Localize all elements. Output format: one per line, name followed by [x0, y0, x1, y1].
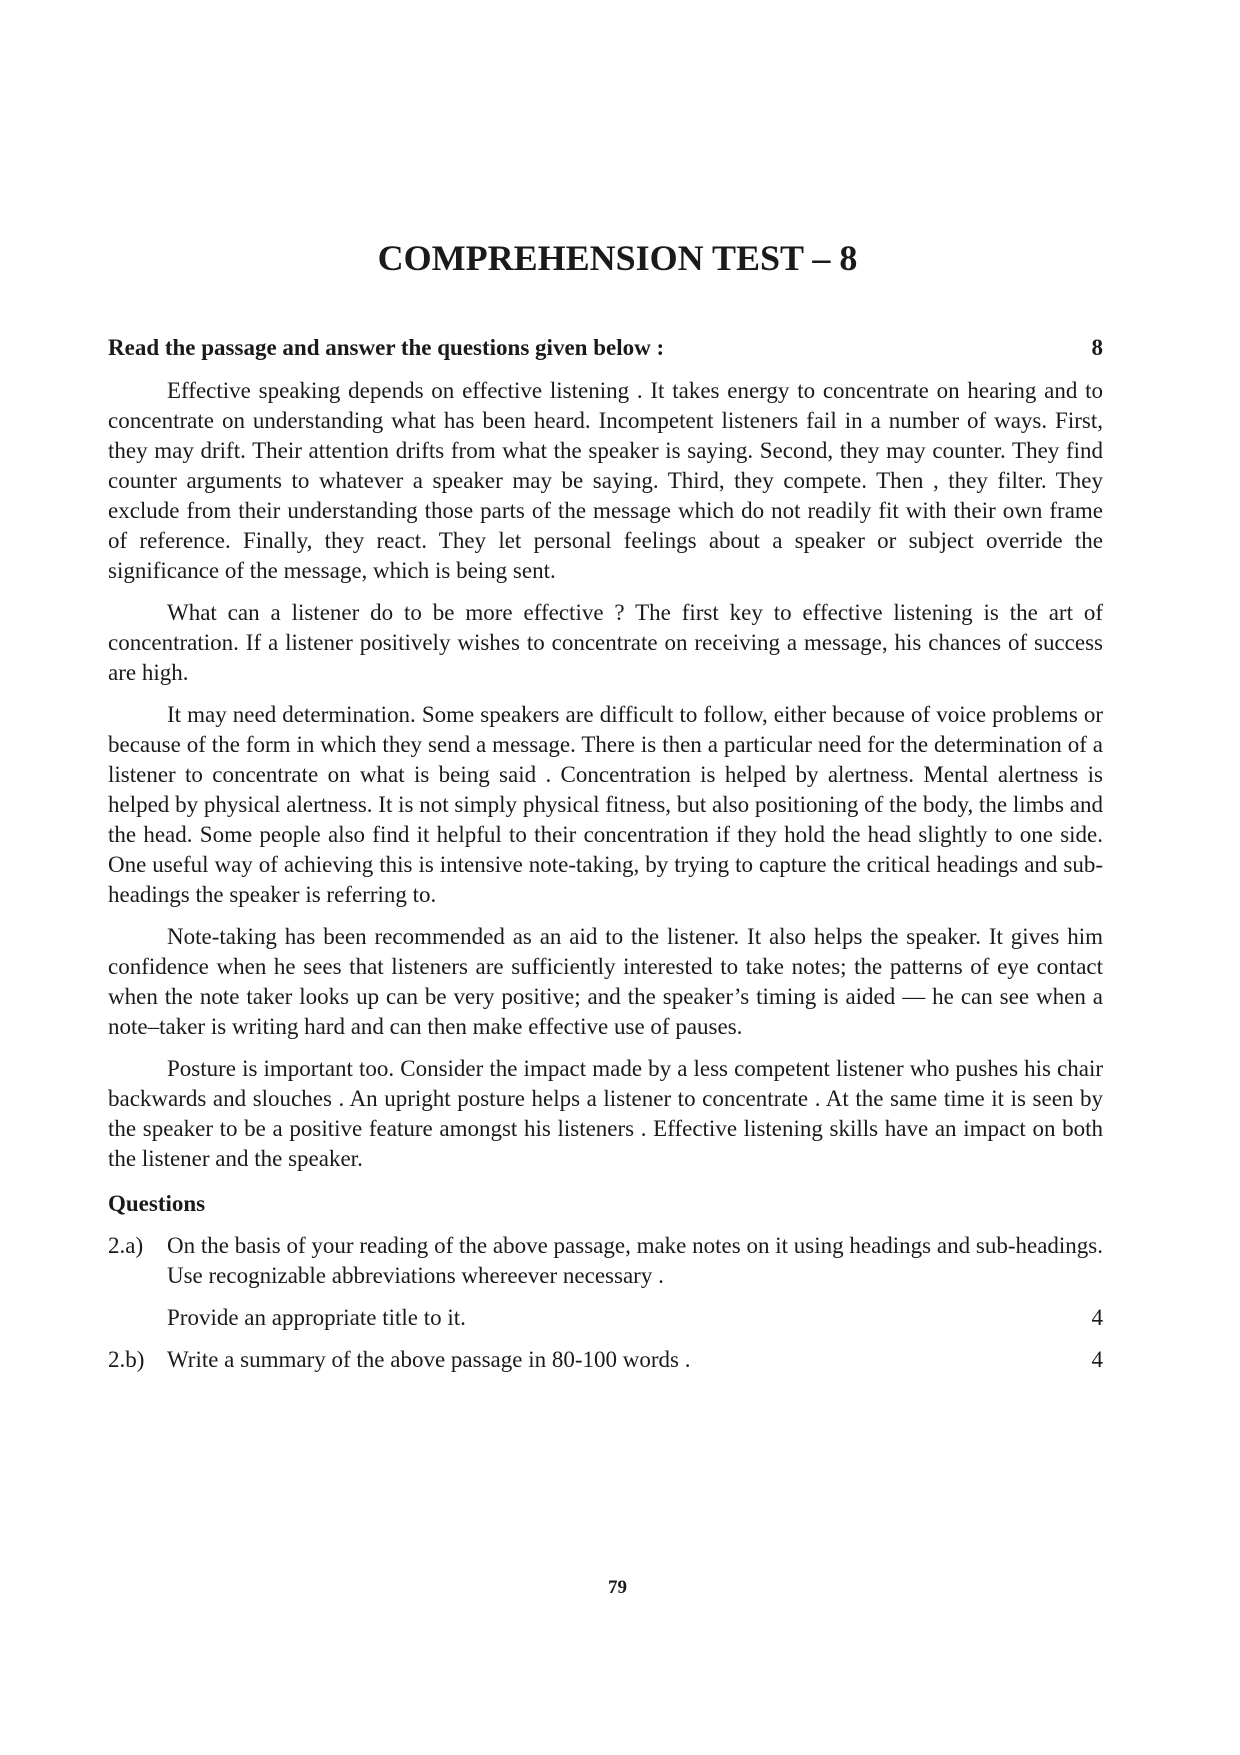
document-page — [108, 0, 1103, 1755]
passage-paragraph-1: Effective speaking depends on effective listening . It takes energy to concentrate on hearing and to concentrate on understanding what has been heard. Incompetent listeners fail in a number of ways. First, they may drift. Their attention drifts from what the speaker is saying. Second, they may counter. They find counter arguments to whatever a speaker may be saying. Third, they compete. Then , they filter. They exclude from their understanding those parts of the message which do not readily fit with their own frame of reference. Finally, they react. They let personal feelings about a speaker or subject override the significance of the message, which is being sent. — [108, 378, 1103, 583]
question-marks: 4 — [1091, 1347, 1103, 1372]
passage-paragraph-5: Posture is important too. Consider the impact made by a less competent listener who pushes his chair backwards and slouches . An upright posture helps a listener to concentrate . At the same time it is seen by the speaker to be a positive feature amongst his listeners . Effective listening skills have an impact on both the listener and the speaker. — [108, 1056, 1103, 1171]
question-subtext: Provide an appropriate title to it. — [167, 1305, 466, 1330]
instruction-line — [108, 333, 1103, 363]
question-2b — [108, 1345, 1103, 1375]
instruction-text: Read the passage and answer the questions given below : — [108, 335, 665, 360]
question-number: 2.a) — [108, 1233, 144, 1258]
question-number: 2.b) — [108, 1347, 145, 1372]
passage-paragraph-3: It may need determination. Some speakers are difficult to follow, either because of voice problems or because of the form in which they send a message. There is then a particular need for the determination of a listener to concentrate on what is being said . Concentration is helped by alertness. Mental alertness is helped by physical alertness. It is not simply physical fitness, but also positioning of the body, the limbs and the head. Some people also find it helpful to their concentration if they hold the head slightly to one side. One useful way of achieving this is intensive note-taking, by trying to capture the critical headings and sub- headings the speaker is referring to. — [108, 702, 1103, 907]
question-2a — [108, 1231, 1103, 1333]
questions-heading: Questions — [108, 1191, 206, 1216]
question-marks: 4 — [1091, 1305, 1103, 1330]
passage-paragraph-2: What can a listener do to be more effective ? The first key to effective listening is the art of concentration. If a listener positively wishes to concentrate on receiving a message, his chances of success are high. — [108, 600, 1103, 685]
page-number: 79 — [608, 1577, 627, 1598]
passage — [108, 376, 1103, 1186]
page-title: COMPREHENSION TEST – 8 — [377, 238, 858, 278]
question-body — [167, 1231, 1103, 1333]
question-subline — [167, 1303, 1103, 1333]
question-text: On the basis of your reading of the above passage, make notes on it using headings and sub-headings. Use recognizable abbreviations whereever necessary . — [167, 1233, 1103, 1288]
questions-list — [108, 1231, 1103, 1387]
question-body — [167, 1345, 1103, 1375]
instruction-marks: 8 — [1091, 335, 1103, 360]
question-text: Write a summary of the above passage in 80-100 words . — [167, 1347, 691, 1372]
passage-paragraph-4: Note-taking has been recommended as an aid to the listener. It also helps the speaker. It gives him confidence when he sees that listeners are sufficiently interested to take notes; the patterns of eye contact when the note taker looks up can be very positive; and the speaker’s timing is aided — he can see when a note–taker is writing hard and can then make effective use of pauses. — [108, 924, 1103, 1039]
